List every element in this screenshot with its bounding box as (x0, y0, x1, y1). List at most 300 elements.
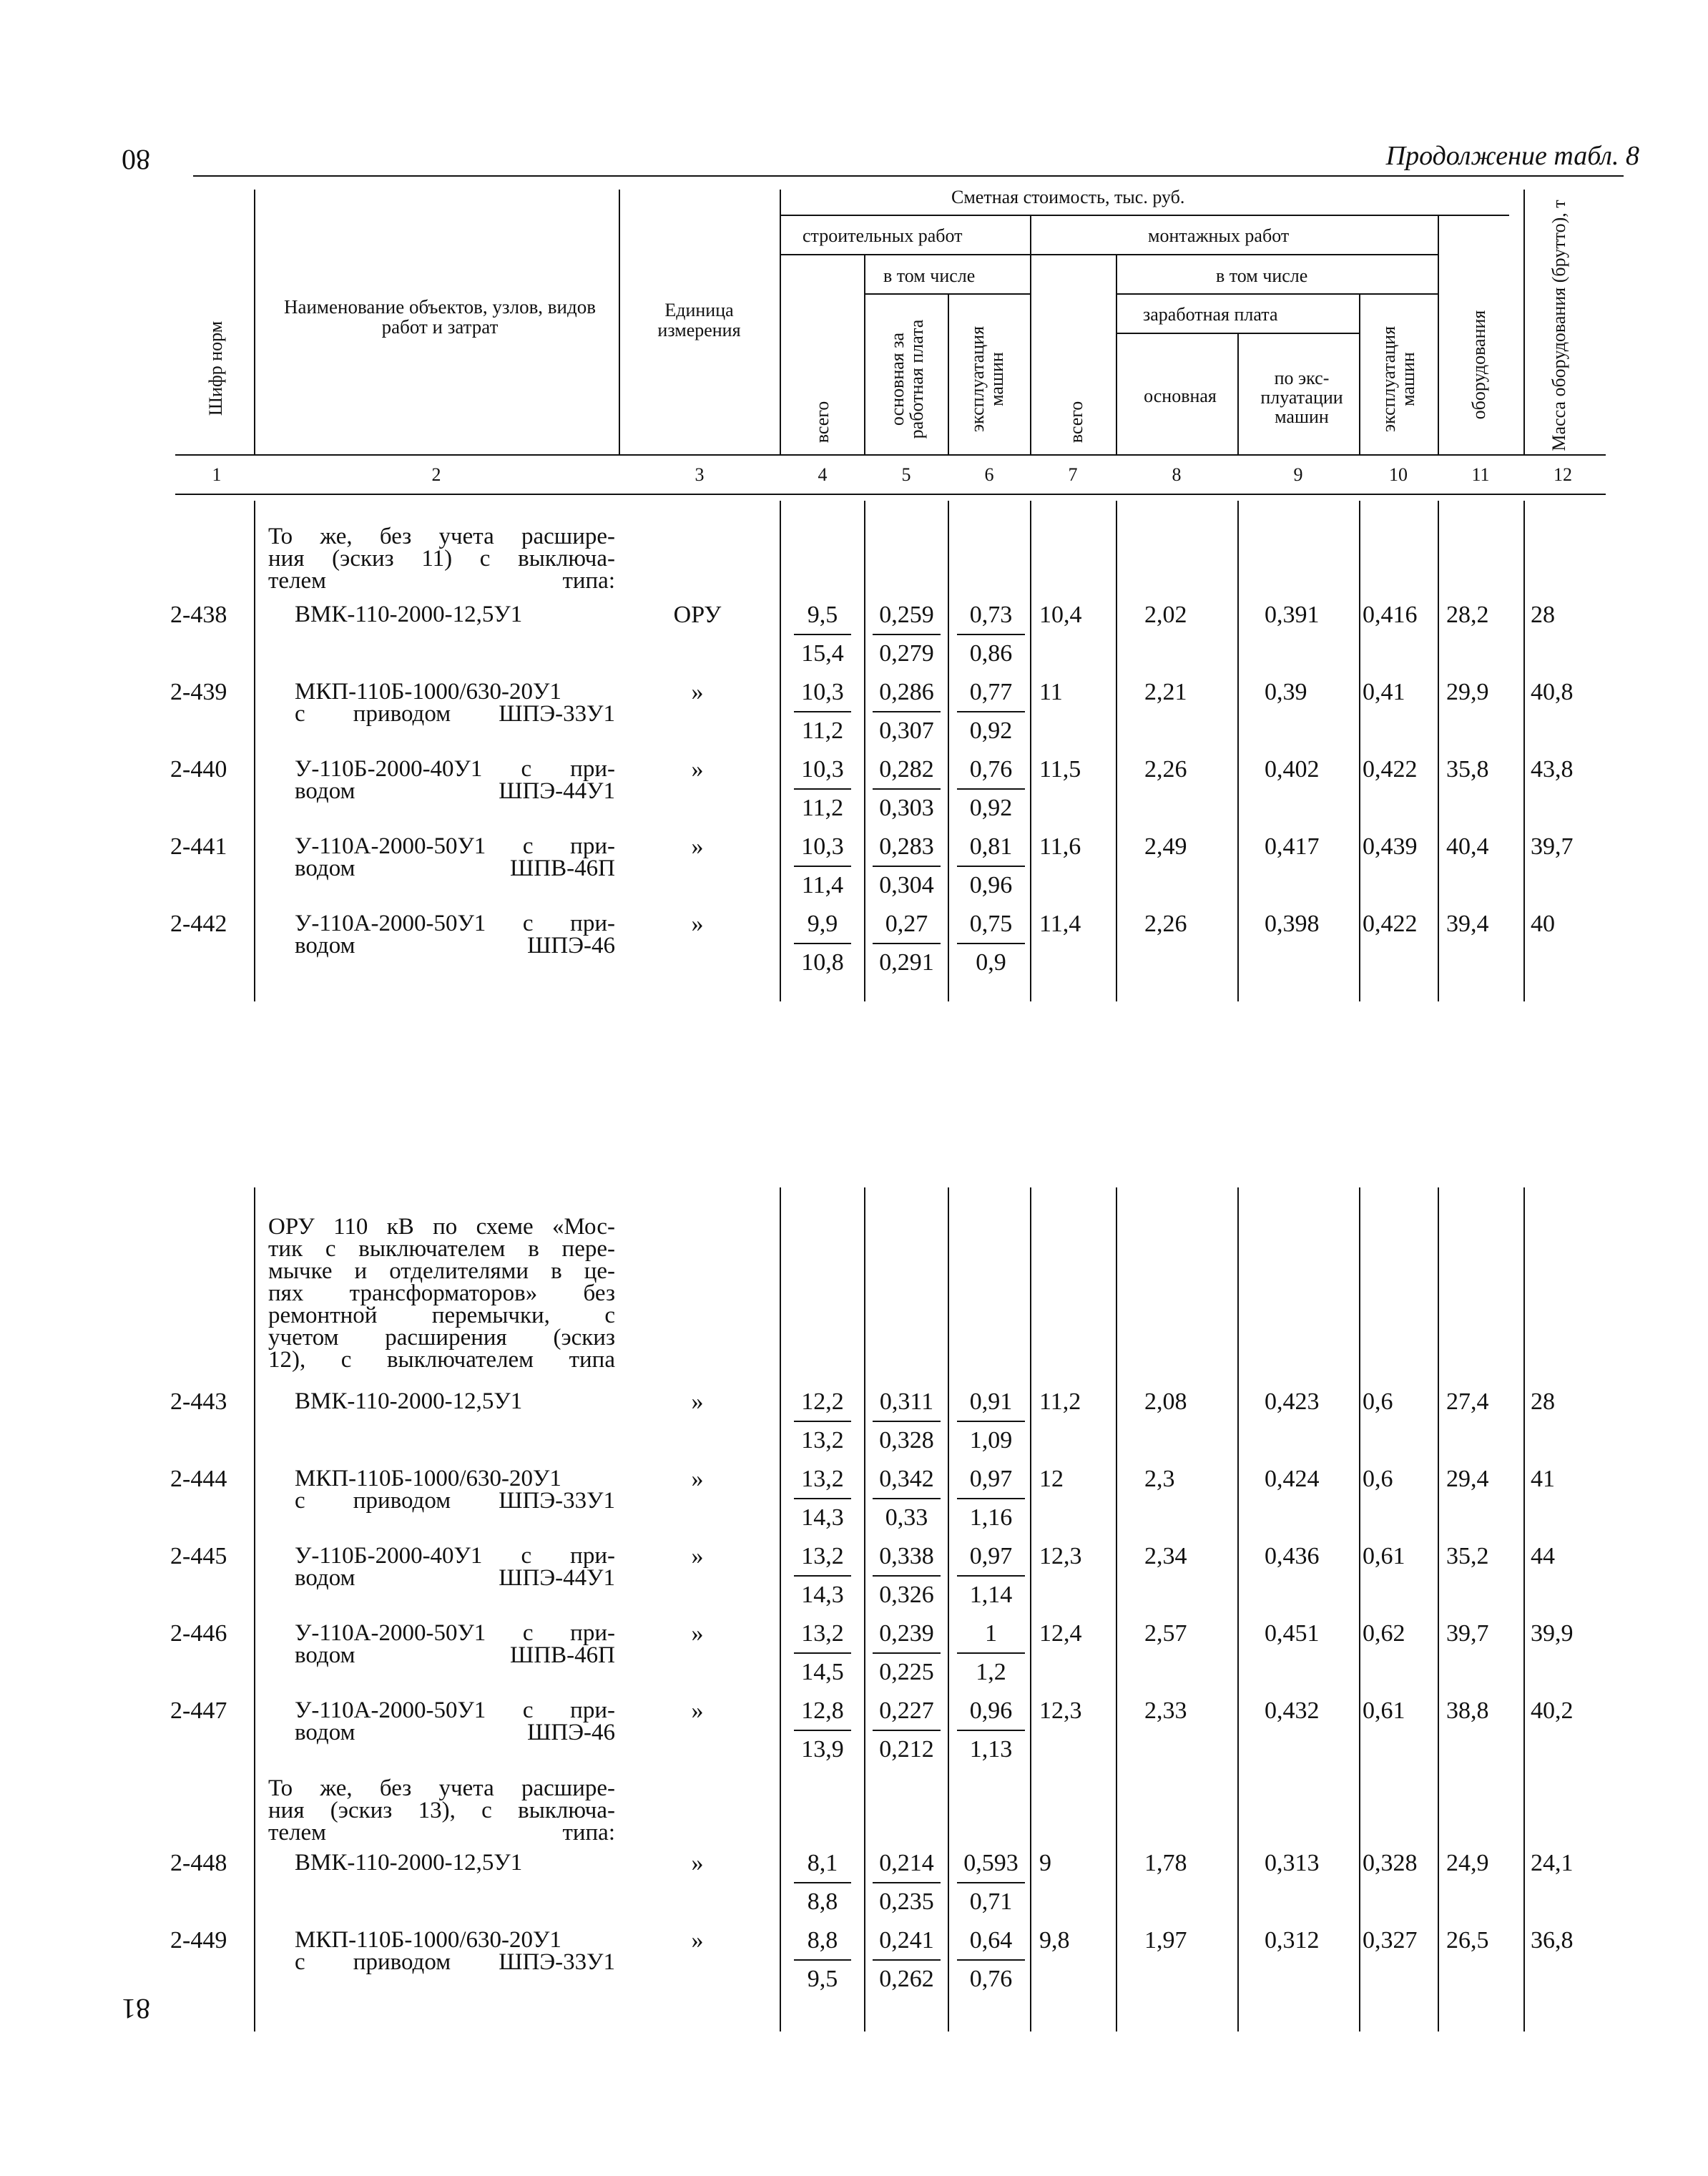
value-c8: 2,3 (1144, 1466, 1175, 1492)
fraction-bar (873, 711, 941, 712)
value-c5-denominator: 0,279 (879, 640, 934, 667)
object-name-line: У-110А-2000-50У1 с при- (295, 911, 615, 936)
column-rule (1523, 501, 1525, 1001)
value-c9: 0,312 (1265, 1927, 1320, 1954)
object-name-line: водом ШПВ-46П (295, 1642, 615, 1668)
value-c8: 2,34 (1144, 1543, 1187, 1569)
value-c6-denominator: 0,71 (969, 1888, 1013, 1915)
row-code: 2-449 (170, 1927, 227, 1954)
fraction-bar (794, 1882, 851, 1883)
value-c11: 39,4 (1446, 911, 1489, 937)
column-rule (254, 1187, 255, 2032)
value-c12: 39,7 (1531, 833, 1574, 860)
fraction-bar (794, 1421, 851, 1422)
unit-cell: » (691, 679, 704, 705)
column-number: 11 (1471, 464, 1490, 485)
value-c5-denominator: 0,326 (879, 1582, 934, 1608)
fraction-bar (957, 1882, 1025, 1883)
value-c6-numerator: 1 (985, 1620, 997, 1647)
object-name-line: водом ШПЭ-44У1 (295, 1565, 615, 1591)
fraction-bar (873, 1652, 941, 1654)
fraction-bar (957, 634, 1025, 635)
rule (1116, 293, 1438, 295)
value-c4-denominator: 13,2 (801, 1427, 844, 1454)
value-c5-numerator: 0,227 (879, 1697, 934, 1724)
rule (1359, 293, 1360, 454)
column-rule (1438, 1187, 1439, 2032)
value-c10: 0,439 (1363, 833, 1418, 860)
value-c7: 12,3 (1039, 1543, 1082, 1569)
fraction-bar (957, 943, 1025, 944)
unit-cell: ОРУ (673, 602, 722, 628)
value-c4-denominator: 11,2 (801, 717, 844, 744)
value-c12: 40,2 (1531, 1697, 1574, 1724)
value-c10: 0,61 (1363, 1697, 1405, 1724)
row-code: 2-442 (170, 911, 227, 937)
unit-cell: » (691, 1850, 704, 1876)
fraction-bar (873, 1421, 941, 1422)
description-line: 12), с выключателем типа (268, 1347, 615, 1373)
row-code: 2-440 (170, 756, 227, 783)
value-c4-denominator: 10,8 (801, 949, 844, 976)
value-c4-numerator: 9,9 (807, 911, 838, 937)
row-code: 2-443 (170, 1388, 227, 1415)
value-c8: 2,21 (1144, 679, 1187, 705)
column-rule (1116, 501, 1117, 1001)
value-c8: 2,02 (1144, 602, 1187, 628)
object-name-line: с приводом ШПЭ-33У1 (295, 1949, 615, 1975)
value-c4-denominator: 11,4 (801, 872, 844, 898)
column-rule (1523, 1187, 1525, 2032)
header-col7: всего (1066, 401, 1086, 443)
value-c6-numerator: 0,77 (969, 679, 1013, 705)
fraction-bar (794, 1652, 851, 1654)
row-code: 2-438 (170, 602, 227, 628)
value-c5-denominator: 0,304 (879, 872, 934, 898)
value-c7: 12 (1039, 1466, 1064, 1492)
value-c7: 11,5 (1039, 756, 1081, 783)
value-c4-numerator: 13,2 (801, 1543, 844, 1569)
fraction-bar (794, 634, 851, 635)
value-c11: 35,8 (1446, 756, 1489, 783)
column-number: 3 (695, 464, 705, 485)
value-c9: 0,424 (1265, 1466, 1320, 1492)
value-c5-denominator: 0,291 (879, 949, 934, 976)
column-number: 10 (1389, 464, 1408, 485)
value-c8: 2,08 (1144, 1388, 1187, 1415)
value-c9: 0,391 (1265, 602, 1320, 628)
fraction-bar (873, 1730, 941, 1731)
value-c5-denominator: 0,235 (879, 1888, 934, 1915)
value-c6-numerator: 0,81 (969, 833, 1013, 860)
header-col9: по экс-плуатации машин (1260, 368, 1343, 427)
value-c4-numerator: 13,2 (801, 1620, 844, 1647)
value-c5-denominator: 0,33 (885, 1504, 928, 1531)
value-c7: 11,2 (1039, 1388, 1081, 1415)
value-c10: 0,416 (1363, 602, 1418, 628)
value-c6-numerator: 0,97 (969, 1543, 1013, 1569)
value-c5-numerator: 0,283 (879, 833, 934, 860)
value-c6-numerator: 0,76 (969, 756, 1013, 783)
fraction-bar (873, 866, 941, 867)
description-line: тик с выключателем в пере- (268, 1236, 615, 1262)
value-c12: 44 (1531, 1543, 1555, 1569)
value-c12: 43,8 (1531, 756, 1574, 783)
value-c4-numerator: 10,3 (801, 679, 844, 705)
unit-cell: » (691, 756, 704, 783)
value-c5-numerator: 0,214 (879, 1850, 934, 1876)
value-c11: 40,4 (1446, 833, 1489, 860)
value-c6-numerator: 0,73 (969, 602, 1013, 628)
row-code: 2-445 (170, 1543, 227, 1569)
column-number: 7 (1068, 464, 1078, 485)
value-c12: 28 (1531, 602, 1555, 628)
value-c6-numerator: 0,64 (969, 1927, 1013, 1954)
description-line: мычке и отделителями в це- (268, 1258, 615, 1284)
fraction-bar (873, 1959, 941, 1961)
value-c5-numerator: 0,239 (879, 1620, 934, 1647)
value-c4-numerator: 10,3 (801, 756, 844, 783)
object-name-line: ВМК-110-2000-12,5У1 (295, 1388, 523, 1414)
value-c10: 0,328 (1363, 1850, 1418, 1876)
unit-cell: » (691, 1543, 704, 1569)
value-c5-denominator: 0,262 (879, 1966, 934, 1992)
object-name-line: У-110А-2000-50У1 с при- (295, 1620, 615, 1646)
value-c10: 0,6 (1363, 1466, 1393, 1492)
description-line: телем типа: (268, 568, 615, 594)
value-c5-numerator: 0,338 (879, 1543, 934, 1569)
description-line: ОРУ 110 кВ по схеме «Мос- (268, 1214, 615, 1240)
value-c8: 2,33 (1144, 1697, 1187, 1724)
value-c12: 40,8 (1531, 679, 1574, 705)
rule (864, 293, 1030, 295)
column-number: 9 (1293, 464, 1303, 485)
rule (619, 190, 620, 454)
value-c5-numerator: 0,259 (879, 602, 934, 628)
object-name-line: водом ШПЭ-46 (295, 933, 615, 959)
value-c7: 11,4 (1039, 911, 1081, 937)
header-bottom-rule (175, 454, 1606, 456)
value-c5-numerator: 0,311 (879, 1388, 934, 1415)
table-caption: Продолжение табл. 8 (1385, 141, 1639, 171)
column-number: 12 (1554, 464, 1572, 485)
value-c4-denominator: 14,5 (801, 1659, 844, 1685)
fraction-bar (873, 943, 941, 944)
unit-cell: » (691, 1620, 704, 1647)
value-c11: 28,2 (1446, 602, 1489, 628)
fraction-bar (873, 1498, 941, 1499)
fraction-bar (794, 711, 851, 712)
unit-cell: » (691, 1466, 704, 1492)
header-col12: Масса оборудования (брутто), т (1549, 200, 1569, 451)
value-c12: 24,1 (1531, 1850, 1574, 1876)
column-rule (780, 1187, 781, 2032)
value-c6-denominator: 0,9 (976, 949, 1006, 976)
object-name-line: водом ШПВ-46П (295, 856, 615, 881)
value-c6-denominator: 0,96 (969, 872, 1013, 898)
value-c10: 0,327 (1363, 1927, 1418, 1954)
value-c4-numerator: 8,1 (807, 1850, 838, 1876)
value-c6-denominator: 1,09 (969, 1427, 1013, 1454)
column-number-rule (175, 494, 1606, 495)
column-rule (1030, 1187, 1031, 2032)
value-c6-numerator: 0,96 (969, 1697, 1013, 1724)
page-number-top: 80 (122, 144, 150, 176)
description-line: учетом расширения (эскиз (268, 1325, 615, 1351)
value-c7: 10,4 (1039, 602, 1082, 628)
column-rule (864, 1187, 865, 2032)
value-c12: 36,8 (1531, 1927, 1574, 1954)
description-line: То же, без учета расшире- (268, 524, 615, 549)
column-number: 2 (431, 464, 441, 485)
value-c9: 0,417 (1265, 833, 1320, 860)
fraction-bar (957, 1730, 1025, 1731)
column-number: 6 (984, 464, 994, 485)
value-c5-denominator: 0,225 (879, 1659, 934, 1685)
fraction-bar (957, 711, 1025, 712)
fraction-bar (957, 866, 1025, 867)
column-rule (1237, 1187, 1239, 2032)
fraction-bar (873, 1575, 941, 1577)
description-line: ремонтной перемычки, с (268, 1303, 615, 1328)
header-col2: Наименование объектов, узлов, видов работ и затрат (284, 296, 596, 338)
object-name-line: У-110Б-2000-40У1 с при- (295, 756, 615, 782)
fraction-bar (794, 1959, 851, 1961)
header-top-rule (193, 175, 1624, 177)
row-code: 2-444 (170, 1466, 227, 1492)
fraction-bar (794, 943, 851, 944)
fraction-bar (957, 1575, 1025, 1577)
header-col4: всего (812, 401, 833, 443)
unit-cell: » (691, 1927, 704, 1954)
fraction-bar (957, 1959, 1025, 1961)
value-c7: 11,6 (1039, 833, 1081, 860)
value-c4-numerator: 13,2 (801, 1466, 844, 1492)
unit-cell: » (691, 911, 704, 937)
value-c6-denominator: 1,2 (976, 1659, 1006, 1685)
fraction-bar (873, 1882, 941, 1883)
value-c5-denominator: 0,307 (879, 717, 934, 744)
value-c4-denominator: 15,4 (801, 640, 844, 667)
description-line: То же, без учета расшире- (268, 1775, 615, 1801)
header-col11: оборудования (1468, 310, 1489, 420)
value-c12: 28 (1531, 1388, 1555, 1415)
value-c6-denominator: 0,86 (969, 640, 1013, 667)
value-c5-numerator: 0,342 (879, 1466, 934, 1492)
unit-cell: » (691, 833, 704, 860)
unit-cell: » (691, 1388, 704, 1415)
header-wages: заработная плата (1143, 304, 1278, 325)
fraction-bar (794, 1498, 851, 1499)
column-rule (864, 501, 865, 1001)
value-c7: 12,4 (1039, 1620, 1082, 1647)
header-col1: Шифр норм (205, 320, 226, 416)
column-rule (948, 1187, 949, 2032)
column-rule (1359, 501, 1360, 1001)
value-c5-denominator: 0,303 (879, 795, 934, 821)
value-c9: 0,451 (1265, 1620, 1320, 1647)
value-c7: 12,3 (1039, 1697, 1082, 1724)
value-c11: 24,9 (1446, 1850, 1489, 1876)
column-rule (1359, 1187, 1360, 2032)
description-line: телем типа: (268, 1820, 615, 1846)
row-code: 2-447 (170, 1697, 227, 1724)
fraction-bar (794, 788, 851, 790)
object-name-line: МКП-110Б-1000/630-20У1 (295, 1927, 561, 1953)
value-c8: 2,49 (1144, 833, 1187, 860)
page-number-bottom: 81 (122, 1993, 150, 2025)
value-c5-numerator: 0,282 (879, 756, 934, 783)
header-col3: Единица измерения (657, 300, 741, 340)
value-c4-numerator: 10,3 (801, 833, 844, 860)
value-c12: 41 (1531, 1466, 1555, 1492)
value-c7: 9,8 (1039, 1927, 1070, 1954)
fraction-bar (794, 1575, 851, 1577)
value-c7: 11 (1039, 679, 1063, 705)
value-c11: 38,8 (1446, 1697, 1489, 1724)
value-c4-denominator: 8,8 (807, 1888, 838, 1915)
header-cost-group: Сметная стоимость, тыс. руб. (951, 187, 1185, 207)
value-c4-denominator: 14,3 (801, 1504, 844, 1531)
fraction-bar (873, 634, 941, 635)
object-name-line: ВМК-110-2000-12,5У1 (295, 1850, 523, 1876)
value-c8: 2,26 (1144, 756, 1187, 783)
rule (1237, 333, 1239, 454)
header-construction: строительных работ (803, 225, 963, 246)
value-c5-denominator: 0,212 (879, 1736, 934, 1763)
value-c10: 0,62 (1363, 1620, 1405, 1647)
value-c11: 29,9 (1446, 679, 1489, 705)
fraction-bar (957, 1421, 1025, 1422)
value-c6-denominator: 1,14 (969, 1582, 1013, 1608)
fraction-bar (957, 1652, 1025, 1654)
object-name-line: с приводом ШПЭ-33У1 (295, 1488, 615, 1514)
value-c6-denominator: 0,92 (969, 717, 1013, 744)
value-c8: 1,97 (1144, 1927, 1187, 1954)
row-code: 2-441 (170, 833, 227, 860)
rule (1523, 190, 1525, 454)
column-number: 4 (818, 464, 828, 485)
value-c6-numerator: 0,75 (969, 911, 1013, 937)
fraction-bar (794, 1730, 851, 1731)
value-c4-numerator: 12,8 (801, 1697, 844, 1724)
value-c9: 0,402 (1265, 756, 1320, 783)
column-rule (1438, 501, 1439, 1001)
value-c12: 40 (1531, 911, 1555, 937)
value-c4-denominator: 13,9 (801, 1736, 844, 1763)
column-rule (780, 501, 781, 1001)
value-c11: 39,7 (1446, 1620, 1489, 1647)
header-including-installation: в том числе (1216, 265, 1308, 286)
object-name-line: водом ШПЭ-46 (295, 1720, 615, 1745)
value-c11: 26,5 (1446, 1927, 1489, 1954)
row-code: 2-446 (170, 1620, 227, 1647)
value-c11: 27,4 (1446, 1388, 1489, 1415)
value-c6-numerator: 0,91 (969, 1388, 1013, 1415)
rule (1116, 254, 1117, 454)
header-col5: основная за работная плата (887, 319, 927, 439)
value-c10: 0,422 (1363, 756, 1418, 783)
value-c4-denominator: 9,5 (807, 1966, 838, 1992)
value-c9: 0,436 (1265, 1543, 1320, 1569)
rule (780, 215, 1509, 216)
header-col6: эксплуатация машин (967, 325, 1007, 433)
column-rule (948, 501, 949, 1001)
value-c8: 1,78 (1144, 1850, 1187, 1876)
value-c5-denominator: 0,328 (879, 1427, 934, 1454)
value-c8: 2,26 (1144, 911, 1187, 937)
value-c11: 35,2 (1446, 1543, 1489, 1569)
rule (1030, 215, 1031, 454)
column-number: 5 (901, 464, 911, 485)
value-c11: 29,4 (1446, 1466, 1489, 1492)
column-rule (1116, 1187, 1117, 2032)
value-c9: 0,423 (1265, 1388, 1320, 1415)
object-name-line: водом ШПЭ-44У1 (295, 778, 615, 804)
object-name-line: У-110А-2000-50У1 с при- (295, 1697, 615, 1723)
column-number: 1 (212, 464, 222, 485)
rule (948, 293, 949, 454)
header-installation: монтажных работ (1148, 225, 1290, 246)
rule (254, 190, 255, 454)
value-c6-denominator: 0,92 (969, 795, 1013, 821)
object-name-line: ВМК-110-2000-12,5У1 (295, 602, 523, 627)
value-c10: 0,6 (1363, 1388, 1393, 1415)
value-c4-numerator: 12,2 (801, 1388, 844, 1415)
value-c6-denominator: 0,76 (969, 1966, 1013, 1992)
column-number: 8 (1172, 464, 1182, 485)
fraction-bar (957, 788, 1025, 790)
fraction-bar (873, 788, 941, 790)
header-including-construction: в том числе (883, 265, 976, 286)
rule (864, 254, 865, 454)
value-c5-numerator: 0,27 (885, 911, 928, 937)
object-name-line: У-110А-2000-50У1 с при- (295, 833, 615, 859)
value-c10: 0,422 (1363, 911, 1418, 937)
value-c12: 39,9 (1531, 1620, 1574, 1647)
value-c6-denominator: 1,16 (969, 1504, 1013, 1531)
value-c6-numerator: 0,97 (969, 1466, 1013, 1492)
value-c4-numerator: 8,8 (807, 1927, 838, 1954)
rule (780, 254, 1438, 255)
header-col8: основная (1144, 386, 1217, 406)
column-rule (1237, 501, 1239, 1001)
rule (780, 190, 781, 454)
value-c9: 0,398 (1265, 911, 1320, 937)
value-c7: 9 (1039, 1850, 1051, 1876)
object-name-line: У-110Б-2000-40У1 с при- (295, 1543, 615, 1569)
value-c10: 0,41 (1363, 679, 1405, 705)
value-c4-denominator: 14,3 (801, 1582, 844, 1608)
value-c4-denominator: 11,2 (801, 795, 844, 821)
fraction-bar (794, 866, 851, 867)
header-col10: эксплуатация машин (1378, 325, 1418, 433)
value-c5-numerator: 0,241 (879, 1927, 934, 1954)
value-c9: 0,313 (1265, 1850, 1320, 1876)
fraction-bar (957, 1498, 1025, 1499)
value-c9: 0,39 (1265, 679, 1307, 705)
rule (1438, 215, 1439, 454)
description-line: пях трансформаторов» без (268, 1280, 615, 1306)
description-line: ния (эскиз 13), с выключа- (268, 1798, 615, 1823)
object-name-line: МКП-110Б-1000/630-20У1 (295, 1466, 561, 1491)
object-name-line: с приводом ШПЭ-33У1 (295, 701, 615, 727)
value-c5-numerator: 0,286 (879, 679, 934, 705)
column-rule (1030, 501, 1031, 1001)
value-c4-numerator: 9,5 (807, 602, 838, 628)
object-name-line: МКП-110Б-1000/630-20У1 (295, 679, 561, 705)
column-rule (254, 501, 255, 1001)
